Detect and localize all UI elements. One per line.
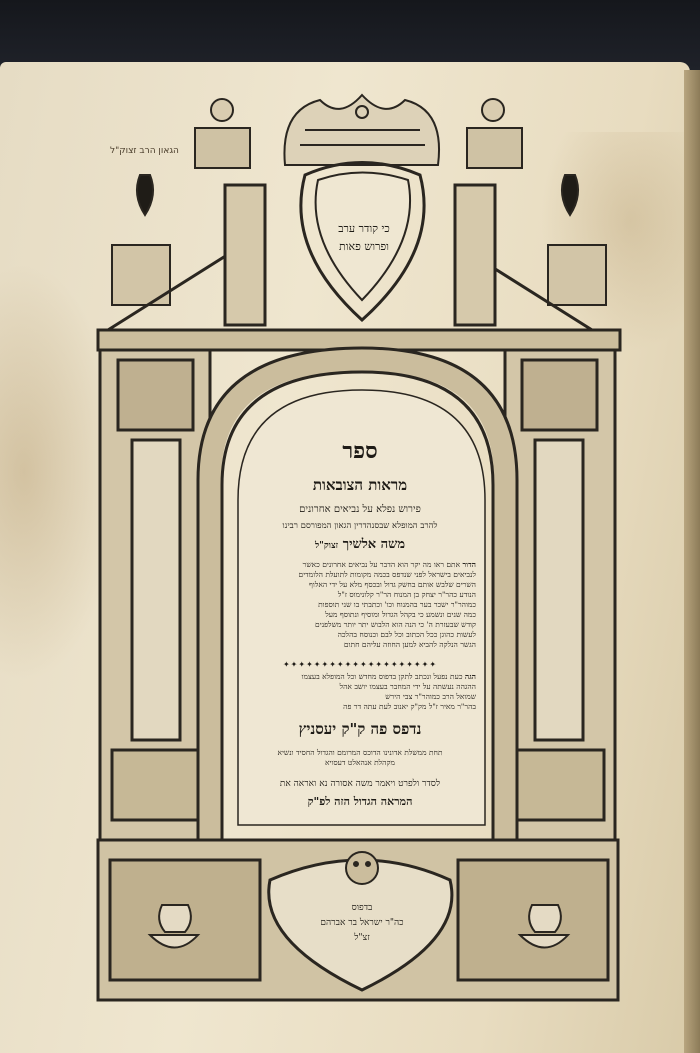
cartouche-line: בדפוס [351, 903, 373, 913]
text-line: כמה שנים ונשמע כי בקהל הגדול ומוסיף ונתוסף מעל [325, 610, 476, 619]
author-name [240, 536, 480, 552]
text-line: כעת נפעל ונכתב לתקן בדפוס מחדש וכל המופלא בעצמו [301, 672, 463, 681]
author-suffix: זצוק"ל [314, 541, 339, 551]
text-line: קודש שבעזרת ה' כי הנה הוא הלבוש יתר יותר משלפנים [315, 620, 476, 629]
shield-motto-line: ופרוש פאות [339, 240, 389, 253]
mascaron-face [346, 852, 378, 884]
paragraph-dedication [244, 560, 476, 650]
text-line: הנודע כהר"ר יצחק בן המנוח הר"ר קלונימוס ז"ל [337, 590, 476, 599]
text-line: לנביאים בישראל לפני שנדפס בכמה מקומות לתועלת הלומדים [298, 570, 476, 579]
book-label: ספר [342, 438, 378, 464]
paragraph-head: הדור [462, 560, 476, 569]
right-column [505, 350, 615, 840]
printing-place: נדפס פה ק"ק יעסניץ [298, 720, 422, 738]
text-line: ההגהה נעשתה על ידי המחבר בעצמו יושב אהל [339, 682, 476, 691]
author-name-text: משה אלשיך [342, 537, 406, 552]
margin-handwriting: הגאון הרב זצוק"ל [110, 146, 179, 156]
ornamental-divider: ✦✦✦✦✦✦✦✦✦✦✦✦✦✦✦✦✦✦✦✦ [282, 660, 438, 669]
paragraph-editor [244, 672, 476, 712]
text-line: הגשר הנלקה להביא למען החוזה עליהם חתום [343, 640, 476, 649]
text-line: שמואל הרב כמוהר"ר צבי הירש [385, 692, 476, 701]
author-intro: להרב המופלא שבסנהדרין הגאון המפורסם רבינו [282, 521, 438, 531]
date-verse-line: לסדר ולפרט ויאמר משה אסורה נא ואראה את [279, 779, 441, 789]
book-title: מראות הצובאות [312, 476, 408, 494]
cartouche-line: זצ"ל [354, 933, 370, 943]
shield-motto-line: כי קודר ערב [338, 222, 390, 235]
text-line: תחת ממשלת אדונינו הדוכס המרומם והגדול החסיד ונשיא [277, 748, 443, 757]
government-line [244, 748, 476, 768]
left-column [100, 350, 210, 840]
book-subtitle: פירוש נפלא על נביאים אחרונים [299, 504, 421, 515]
date-verse-line: המראה הגדול הזה לפ"ק [307, 795, 413, 808]
cartouche-line: כה"ר ישראל בר אברהם [320, 918, 404, 928]
text-line: כמוהר"ר ישכר בער בהמנוח וכו' וכתבתי בו שני תוספות [318, 600, 476, 609]
crown-ornament [284, 95, 439, 165]
text-line: בהר"ר מאיר ז"ל מק"ק יאנוב לעת עתה דר פה [343, 702, 476, 711]
text-line: לעשות כהוגן ככל הכתוב וכל לבם וכנוסח בהלכה [337, 630, 476, 639]
text-line: מקהלת אנהאלט דעסויא [325, 758, 395, 767]
text-line: אתם ראו מה יקר הוא הדבר על נביאים אחרונים כאשר [302, 560, 461, 569]
paragraph-head: הגה [464, 672, 476, 681]
text-line: השרים שלבש אותם בחשק גדול ובכסף מלא על ידי האלוף [309, 580, 476, 589]
